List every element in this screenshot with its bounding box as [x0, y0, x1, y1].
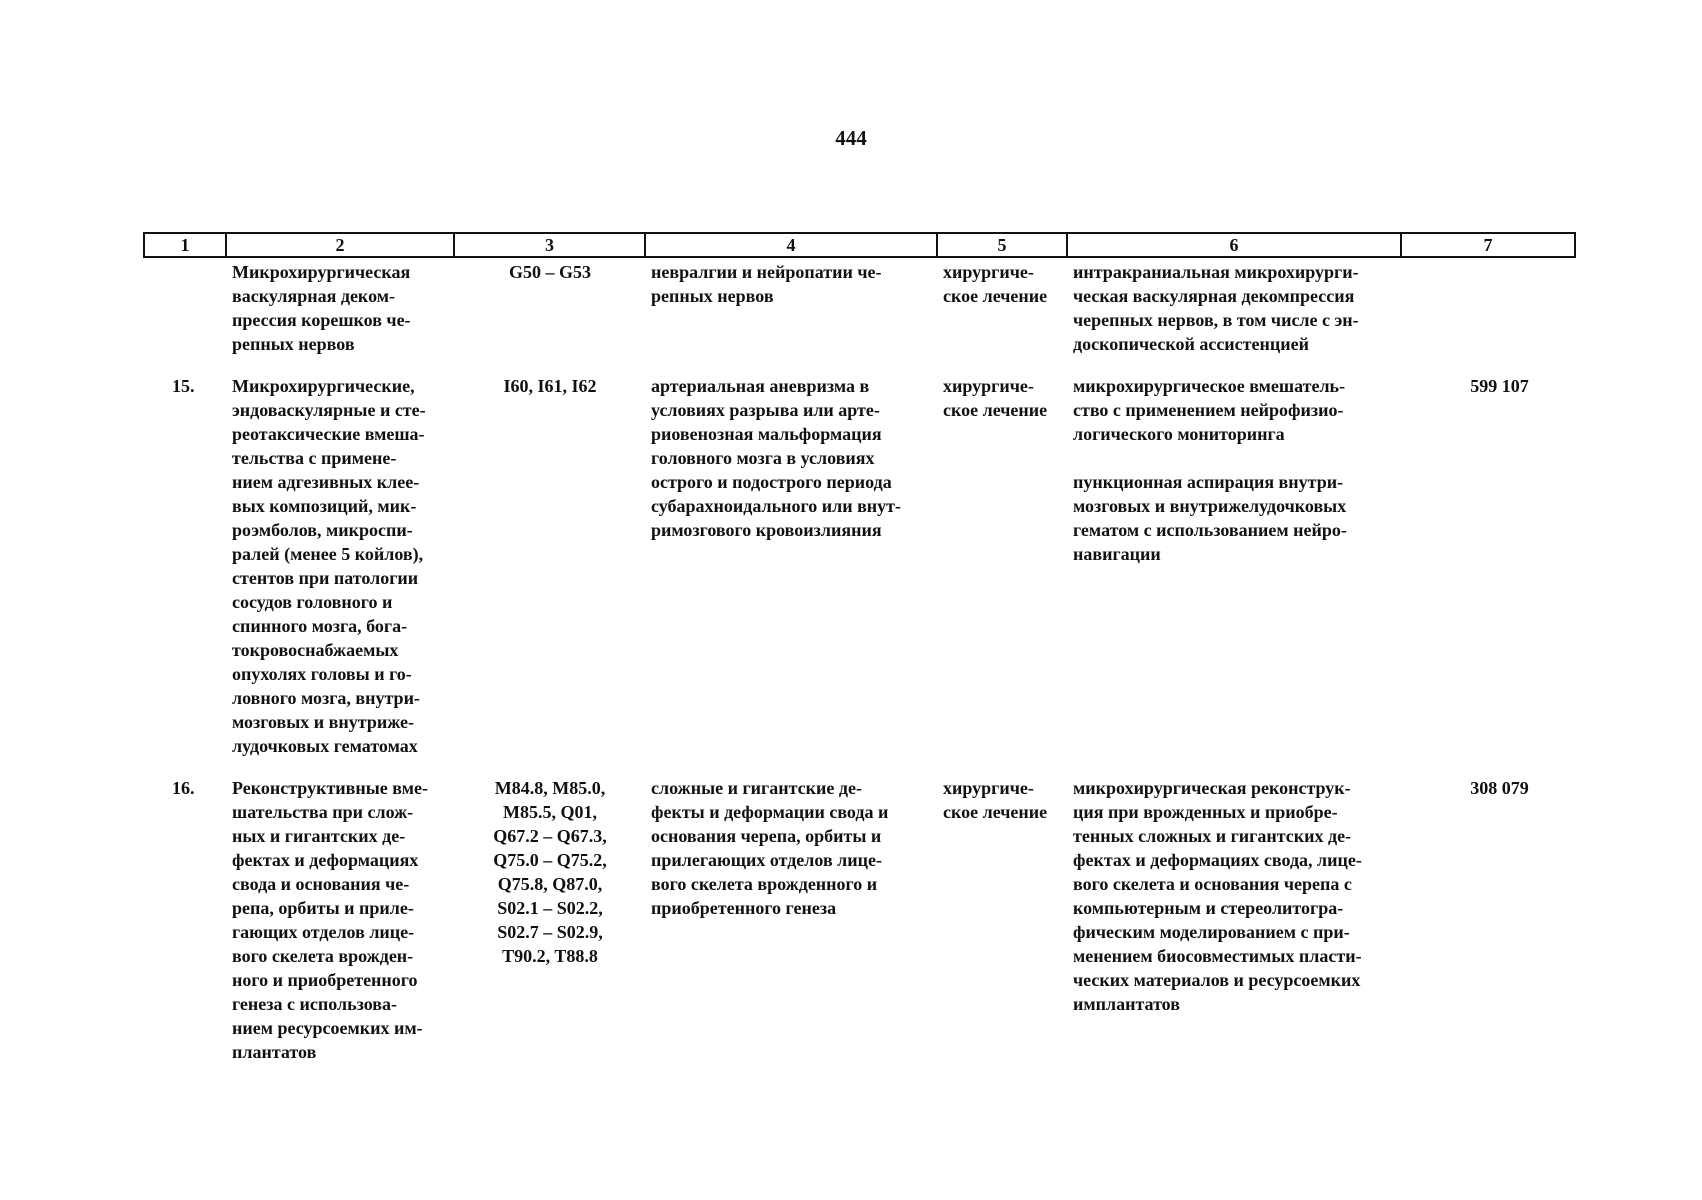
service-name-line: Микрохирургические, [232, 376, 415, 396]
treatment-method-line: мозговых и внутрижелудочковых [1073, 496, 1347, 516]
service-name-line: вого скелета врожден- [232, 946, 414, 966]
diagnosis-cell [645, 356, 937, 758]
service-name-line: ралей (менее 5 койлов), [232, 544, 424, 564]
treatment-method-line: ческих материалов и ресурсоемких [1073, 970, 1361, 990]
diagnosis-line: артериальная аневризма в [651, 376, 870, 396]
treatment-method-line: логического мониторинга [1073, 424, 1285, 444]
service-name-line: генеза с использова- [232, 994, 398, 1014]
diagnosis-line: основания черепа, орбиты и [651, 826, 882, 846]
treatment-method-line: имплантатов [1073, 994, 1180, 1014]
treatment-type-cell [937, 356, 1067, 758]
service-name-cell [226, 758, 454, 1064]
treatment-method-line: тенных сложных и гигантских де- [1073, 826, 1352, 846]
treatment-method-line: ство с применением нейрофизио- [1073, 400, 1344, 420]
service-name-line: мозговых и внутриже- [232, 712, 415, 732]
diagnosis-line: приобретенного генеза [651, 898, 837, 918]
table-row [144, 257, 1575, 356]
diagnosis-line: вого скелета врожденного и [651, 874, 878, 894]
treatment-method-line: компьютерным и стереолитогра- [1073, 898, 1344, 918]
service-name-line: стентов при патологии [232, 568, 419, 588]
diagnosis-cell [645, 758, 937, 1064]
diagnosis-cell [645, 257, 937, 356]
diagnosis-line: условиях разрыва или арте- [651, 400, 880, 420]
service-name-line: нием ресурсоемких им- [232, 1018, 423, 1038]
treatment-method-line: ция при врожденных и приобре- [1073, 802, 1338, 822]
services-table [143, 232, 1576, 1064]
header-col-2: 2 [226, 233, 454, 257]
treatment-method-line: интракраниальная микрохирурги- [1073, 262, 1359, 282]
header-row [144, 233, 1575, 257]
header-col-5: 5 [937, 233, 1067, 257]
header-col-7: 7 [1401, 233, 1575, 257]
icd-code-line: S02.7 – S02.9, [497, 922, 603, 942]
treatment-methods-cell [1067, 257, 1401, 356]
service-name-line: вых композиций, мик- [232, 496, 417, 516]
header-col-4: 4 [645, 233, 937, 257]
price-cell: 308 079 [1470, 778, 1529, 798]
icd-code-line: I60, I61, I62 [503, 376, 597, 396]
header-col-1: 1 [144, 233, 226, 257]
service-name-cell [226, 356, 454, 758]
header-col-3: 3 [454, 233, 645, 257]
table-body [144, 257, 1575, 1064]
service-name-line: репных нервов [232, 334, 355, 354]
icd-code-line: M85.5, Q01, [503, 802, 597, 822]
service-name-line: Реконструктивные вме- [232, 778, 428, 798]
diagnosis-line: римозгового кровоизлияния [651, 520, 882, 540]
service-name-line: опухолях головы и го- [232, 664, 412, 684]
price-cell: 599 107 [1470, 376, 1529, 396]
treatment-method [1073, 470, 1396, 566]
treatment-method [1073, 260, 1396, 356]
service-name-line: лудочковых гематомах [232, 736, 418, 756]
treatment-method [1073, 374, 1396, 446]
icd-code-line: G50 – G53 [508, 262, 591, 282]
icd-code-line: S02.1 – S02.2, [497, 898, 603, 918]
treatment-method-line: менением биосовместимых пласти- [1073, 946, 1362, 966]
page-number: 444 [835, 126, 867, 150]
treatment-type-line: ское лечение [943, 400, 1048, 420]
treatment-type-line: хирургиче- [943, 778, 1034, 798]
service-name-line: ного и приобретенного [232, 970, 418, 990]
service-name-line: ных и гигантских де- [232, 826, 406, 846]
service-name-line: шательства при слож- [232, 802, 414, 822]
service-name-line: нием адгезивных клее- [232, 472, 420, 492]
diagnosis-line: острого и подострого периода [651, 472, 892, 492]
price-cell [1401, 257, 1575, 356]
icd-codes-cell [454, 257, 645, 356]
service-name-line: реотаксические вмеша- [232, 424, 425, 444]
row-number: 15. [172, 376, 195, 396]
treatment-type-line: ское лечение [943, 802, 1048, 822]
treatment-type-line: хирургиче- [943, 376, 1034, 396]
service-name-line: свода и основания че- [232, 874, 410, 894]
table-row [144, 758, 1575, 1064]
diagnosis-line: сложные и гигантские де- [651, 778, 862, 798]
service-name-line: роэмболов, микроспи- [232, 520, 413, 540]
service-name-line: спинного мозга, бога- [232, 616, 408, 636]
service-name-line: плантатов [232, 1042, 317, 1062]
service-name-line: прессия корешков че- [232, 310, 411, 330]
treatment-methods-cell [1067, 758, 1401, 1064]
treatment-type-line: ское лечение [943, 286, 1048, 306]
icd-code-line: Q75.0 – Q75.2, [493, 850, 607, 870]
treatment-method-line: микрохирургическое вмешатель- [1073, 376, 1346, 396]
treatment-methods-cell [1067, 356, 1401, 758]
diagnosis-line: головного мозга в условиях [651, 448, 875, 468]
service-name-line: эндоваскулярные и сте- [232, 400, 426, 420]
service-name-line: Микрохирургическая [232, 262, 411, 282]
diagnosis-line: субарахноидального или внут- [651, 496, 902, 516]
treatment-method-line: фектах и деформациях свода, лице- [1073, 850, 1362, 870]
table-header [144, 233, 1575, 257]
service-name-line: репа, орбиты и приле- [232, 898, 414, 918]
treatment-method-line: пункционная аспирация внутри- [1073, 472, 1344, 492]
icd-code-line: Q67.2 – Q67.3, [493, 826, 607, 846]
header-col-6: 6 [1067, 233, 1401, 257]
service-name-line: ловного мозга, внутри- [232, 688, 420, 708]
row-number: 16. [172, 778, 195, 798]
icd-code-line: T90.2, T88.8 [502, 946, 598, 966]
service-name-line: васкулярная деком- [232, 286, 395, 306]
treatment-method-line: микрохирургическая реконструк- [1073, 778, 1351, 798]
treatment-type-cell [937, 758, 1067, 1064]
service-name-line: гающих отделов лице- [232, 922, 415, 942]
treatment-method-line: доскопической ассистенцией [1073, 334, 1309, 354]
treatment-method-line: черепных нервов, в том числе с эн- [1073, 310, 1359, 330]
service-name-line: токровоснабжаемых [232, 640, 399, 660]
diagnosis-line: прилегающих отделов лице- [651, 850, 882, 870]
service-name-cell [226, 257, 454, 356]
treatment-type-cell [937, 257, 1067, 356]
diagnosis-line: репных нервов [651, 286, 774, 306]
icd-code-line: Q75.8, Q87.0, [497, 874, 603, 894]
row-number [144, 257, 226, 356]
icd-codes-cell [454, 356, 645, 758]
treatment-type-line: хирургиче- [943, 262, 1034, 282]
treatment-method-line: навигации [1073, 544, 1161, 564]
treatment-method-line: ческая васкулярная декомпрессия [1073, 286, 1355, 306]
icd-codes-cell [454, 758, 645, 1064]
service-name-line: сосудов головного и [232, 592, 393, 612]
diagnosis-line: фекты и деформации свода и [651, 802, 889, 822]
treatment-method [1073, 776, 1396, 1016]
service-name-line: тельства с примене- [232, 448, 397, 468]
diagnosis-line: невралгии и нейропатии че- [651, 262, 882, 282]
service-name-line: фектах и деформациях [232, 850, 419, 870]
icd-code-line: M84.8, M85.0, [494, 778, 606, 798]
treatment-method-line: гематом с использованием нейро- [1073, 520, 1347, 540]
treatment-method-line: фическим моделированием с при- [1073, 922, 1350, 942]
diagnosis-line: риовенозная мальформация [651, 424, 882, 444]
treatment-method-line: вого скелета и основания черепа с [1073, 874, 1352, 894]
table-row [144, 356, 1575, 758]
